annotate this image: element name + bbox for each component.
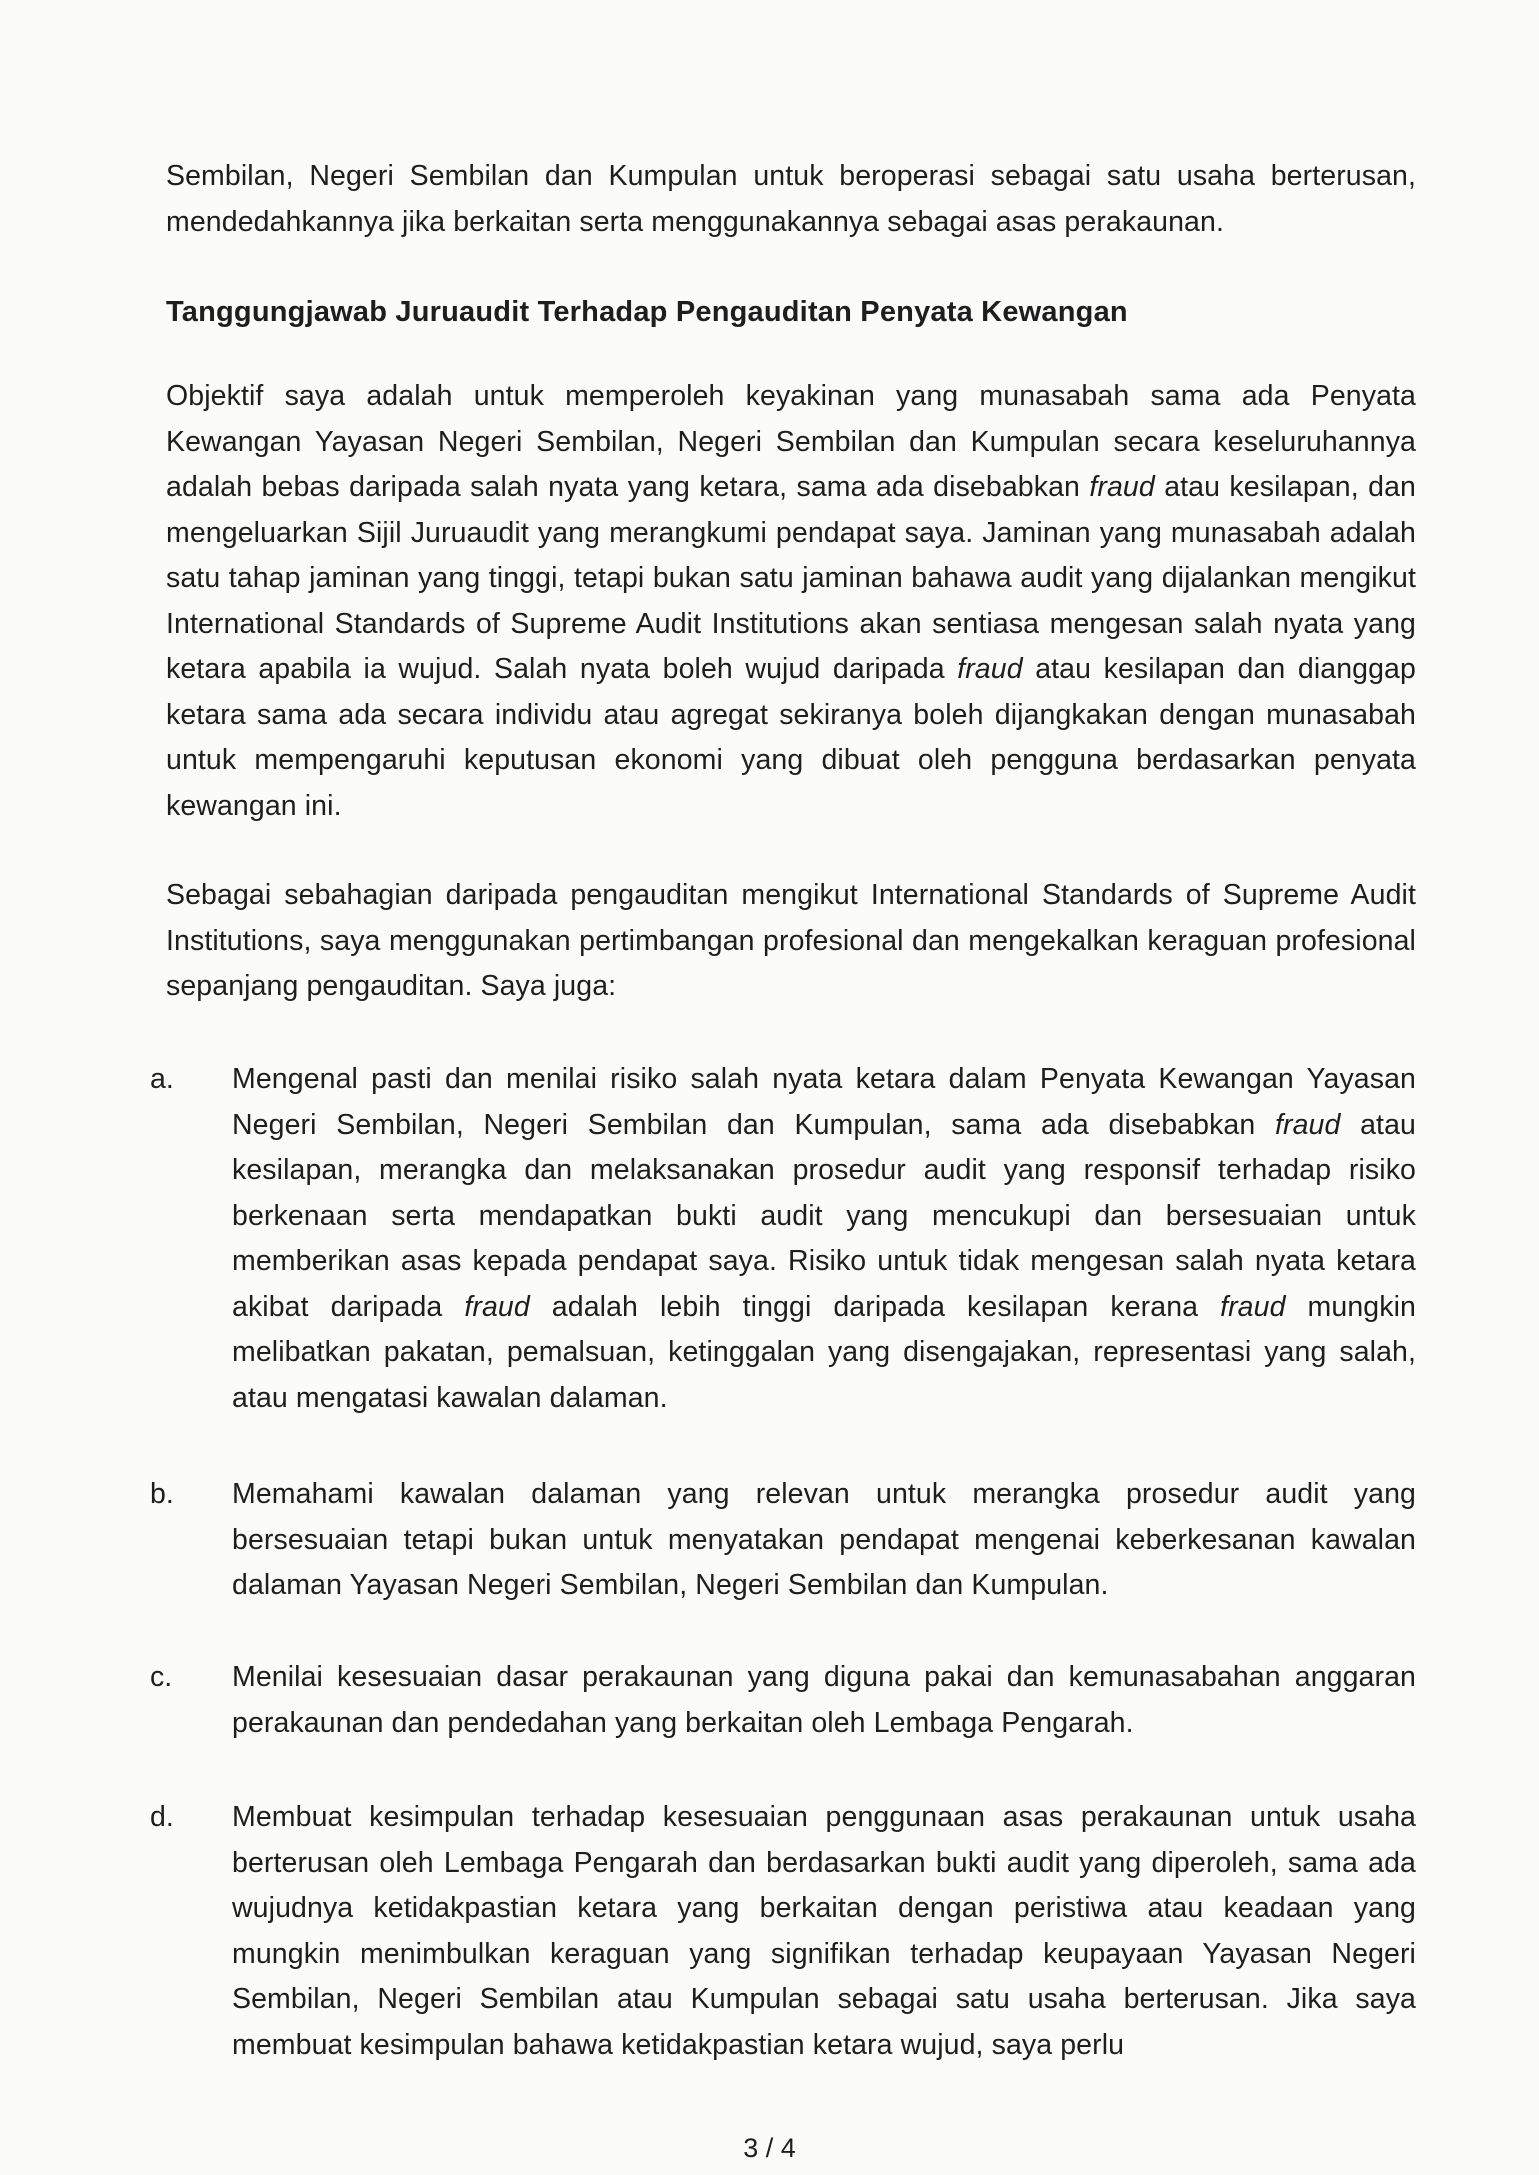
objective-text-2: atau kesilapan, dan mengeluarkan Sijil Juruaudit yang merangkumi pendapat saya. Jaminan yang munasabah adalah satu tahap jaminan yang tinggi, tetapi bukan satu jaminan bahawa audit yang dijalankan mengikut International Standards of Supreme Audit Institutions akan sentiasa mengesan salah nyata yang ketara apabila ia wujud. Salah nyata boleh wujud daripada [166,471,1416,685]
list-marker: d. [150,1801,174,1833]
fraud-term: fraud [957,653,1023,685]
list-item-a [150,1057,1416,1421]
list-item-text [232,1057,1416,1421]
fraud-term: fraud [464,1290,530,1323]
fraud-term: fraud [1220,1290,1286,1323]
list-marker: c. [150,1661,173,1693]
page-number: 3 / 4 [743,2133,796,2163]
professional-judgement-paragraph: Sebagai sebahagian daripada pengauditan mengikut International Standards of Supreme Audit Institutions, saya menggunakan pertimbangan profesional dan mengekalkan keraguan profesional sepanjang pengauditan. Saya juga: [166,879,1416,1002]
item-a-text-4: mungkin melibatkan pakatan, pemalsuan, ketinggalan yang disengajakan, representasi yang salah, atau mengatasi kawalan dalaman. [232,1290,1416,1414]
list-item-c [150,1655,1416,1746]
item-a-text-2: atau kesilapan, merangka dan melaksanakan prosedur audit yang responsif terhadap risiko berkenaan serta mendapatkan bukti audit yang mencukupi dan bersesuaian untuk memberikan asas kepada pendapat saya. Risiko untuk tidak mengesan salah nyata ketara akibat daripada [232,1108,1416,1323]
list-item-text: Menilai kesesuaian dasar perakaunan yang diguna pakai dan kemunasabahan anggaran perakaunan dan pendedahan yang berkaitan oleh Lembaga Pengarah. [232,1661,1416,1739]
objective-text-3: atau kesilapan dan dianggap ketara sama ada secara individu atau agregat sekiranya boleh dijangkakan dengan munasabah untuk mempengaruhi keputusan ekonomi yang dibuat oleh pengguna berdasarkan penyata kewangan ini. [166,653,1416,822]
list-marker: a. [150,1063,174,1095]
section-heading: Tanggungjawab Juruaudit Terhadap Pengauditan Penyata Kewangan [166,296,1128,328]
list-item-text: Membuat kesimpulan terhadap kesesuaian penggunaan asas perakaunan untuk usaha berterusan oleh Lembaga Pengarah dan berdasarkan bukti audit yang diperoleh, sama ada wujudnya ketidakpastian ketara yang berkaitan dengan peristiwa atau keadaan yang mungkin menimbulkan keraguan yang signifikan terhadap keupayaan Yayasan Negeri Sembilan, Negeri Sembilan atau Kumpulan sebagai satu usaha berterusan. Jika saya membuat kesimpulan bahawa ketidakpastian ketara wujud, saya perlu [232,1801,1416,2061]
list-item-b [150,1472,1416,1609]
intro-paragraph: Sembilan, Negeri Sembilan dan Kumpulan untuk beroperasi sebagai satu usaha berterusan, mendedahkannya jika berkaitan serta menggunakannya sebagai asas perakaunan. [166,160,1416,238]
item-a-text-1: Mengenal pasti dan menilai risiko salah nyata ketara dalam Penyata Kewangan Yayasan Negeri Sembilan, Negeri Sembilan dan Kumpulan, sama ada disebabkan [232,1063,1416,1141]
item-a-text-3: adalah lebih tinggi daripada kesilapan kerana [551,1290,1199,1323]
list-item-d [150,1795,1416,2068]
list-marker: b. [150,1478,174,1510]
fraud-term: fraud [1274,1108,1341,1141]
fraud-term: fraud [1089,471,1155,503]
list-item-text: Memahami kawalan dalaman yang relevan untuk merangka prosedur audit yang bersesuaian tetapi bukan untuk menyatakan pendapat mengenai keberkesanan kawalan dalaman Yayasan Negeri Sembilan, Negeri Sembilan dan Kumpulan. [232,1478,1416,1601]
objective-paragraph [166,374,1416,829]
objective-text-1: Objektif saya adalah untuk memperoleh keyakinan yang munasabah sama ada Penyata Kewangan Yayasan Negeri Sembilan, Negeri Sembilan dan Kumpulan secara keseluruhannya adalah bebas daripada salah nyata yang ketara, sama ada disebabkan [166,380,1416,503]
